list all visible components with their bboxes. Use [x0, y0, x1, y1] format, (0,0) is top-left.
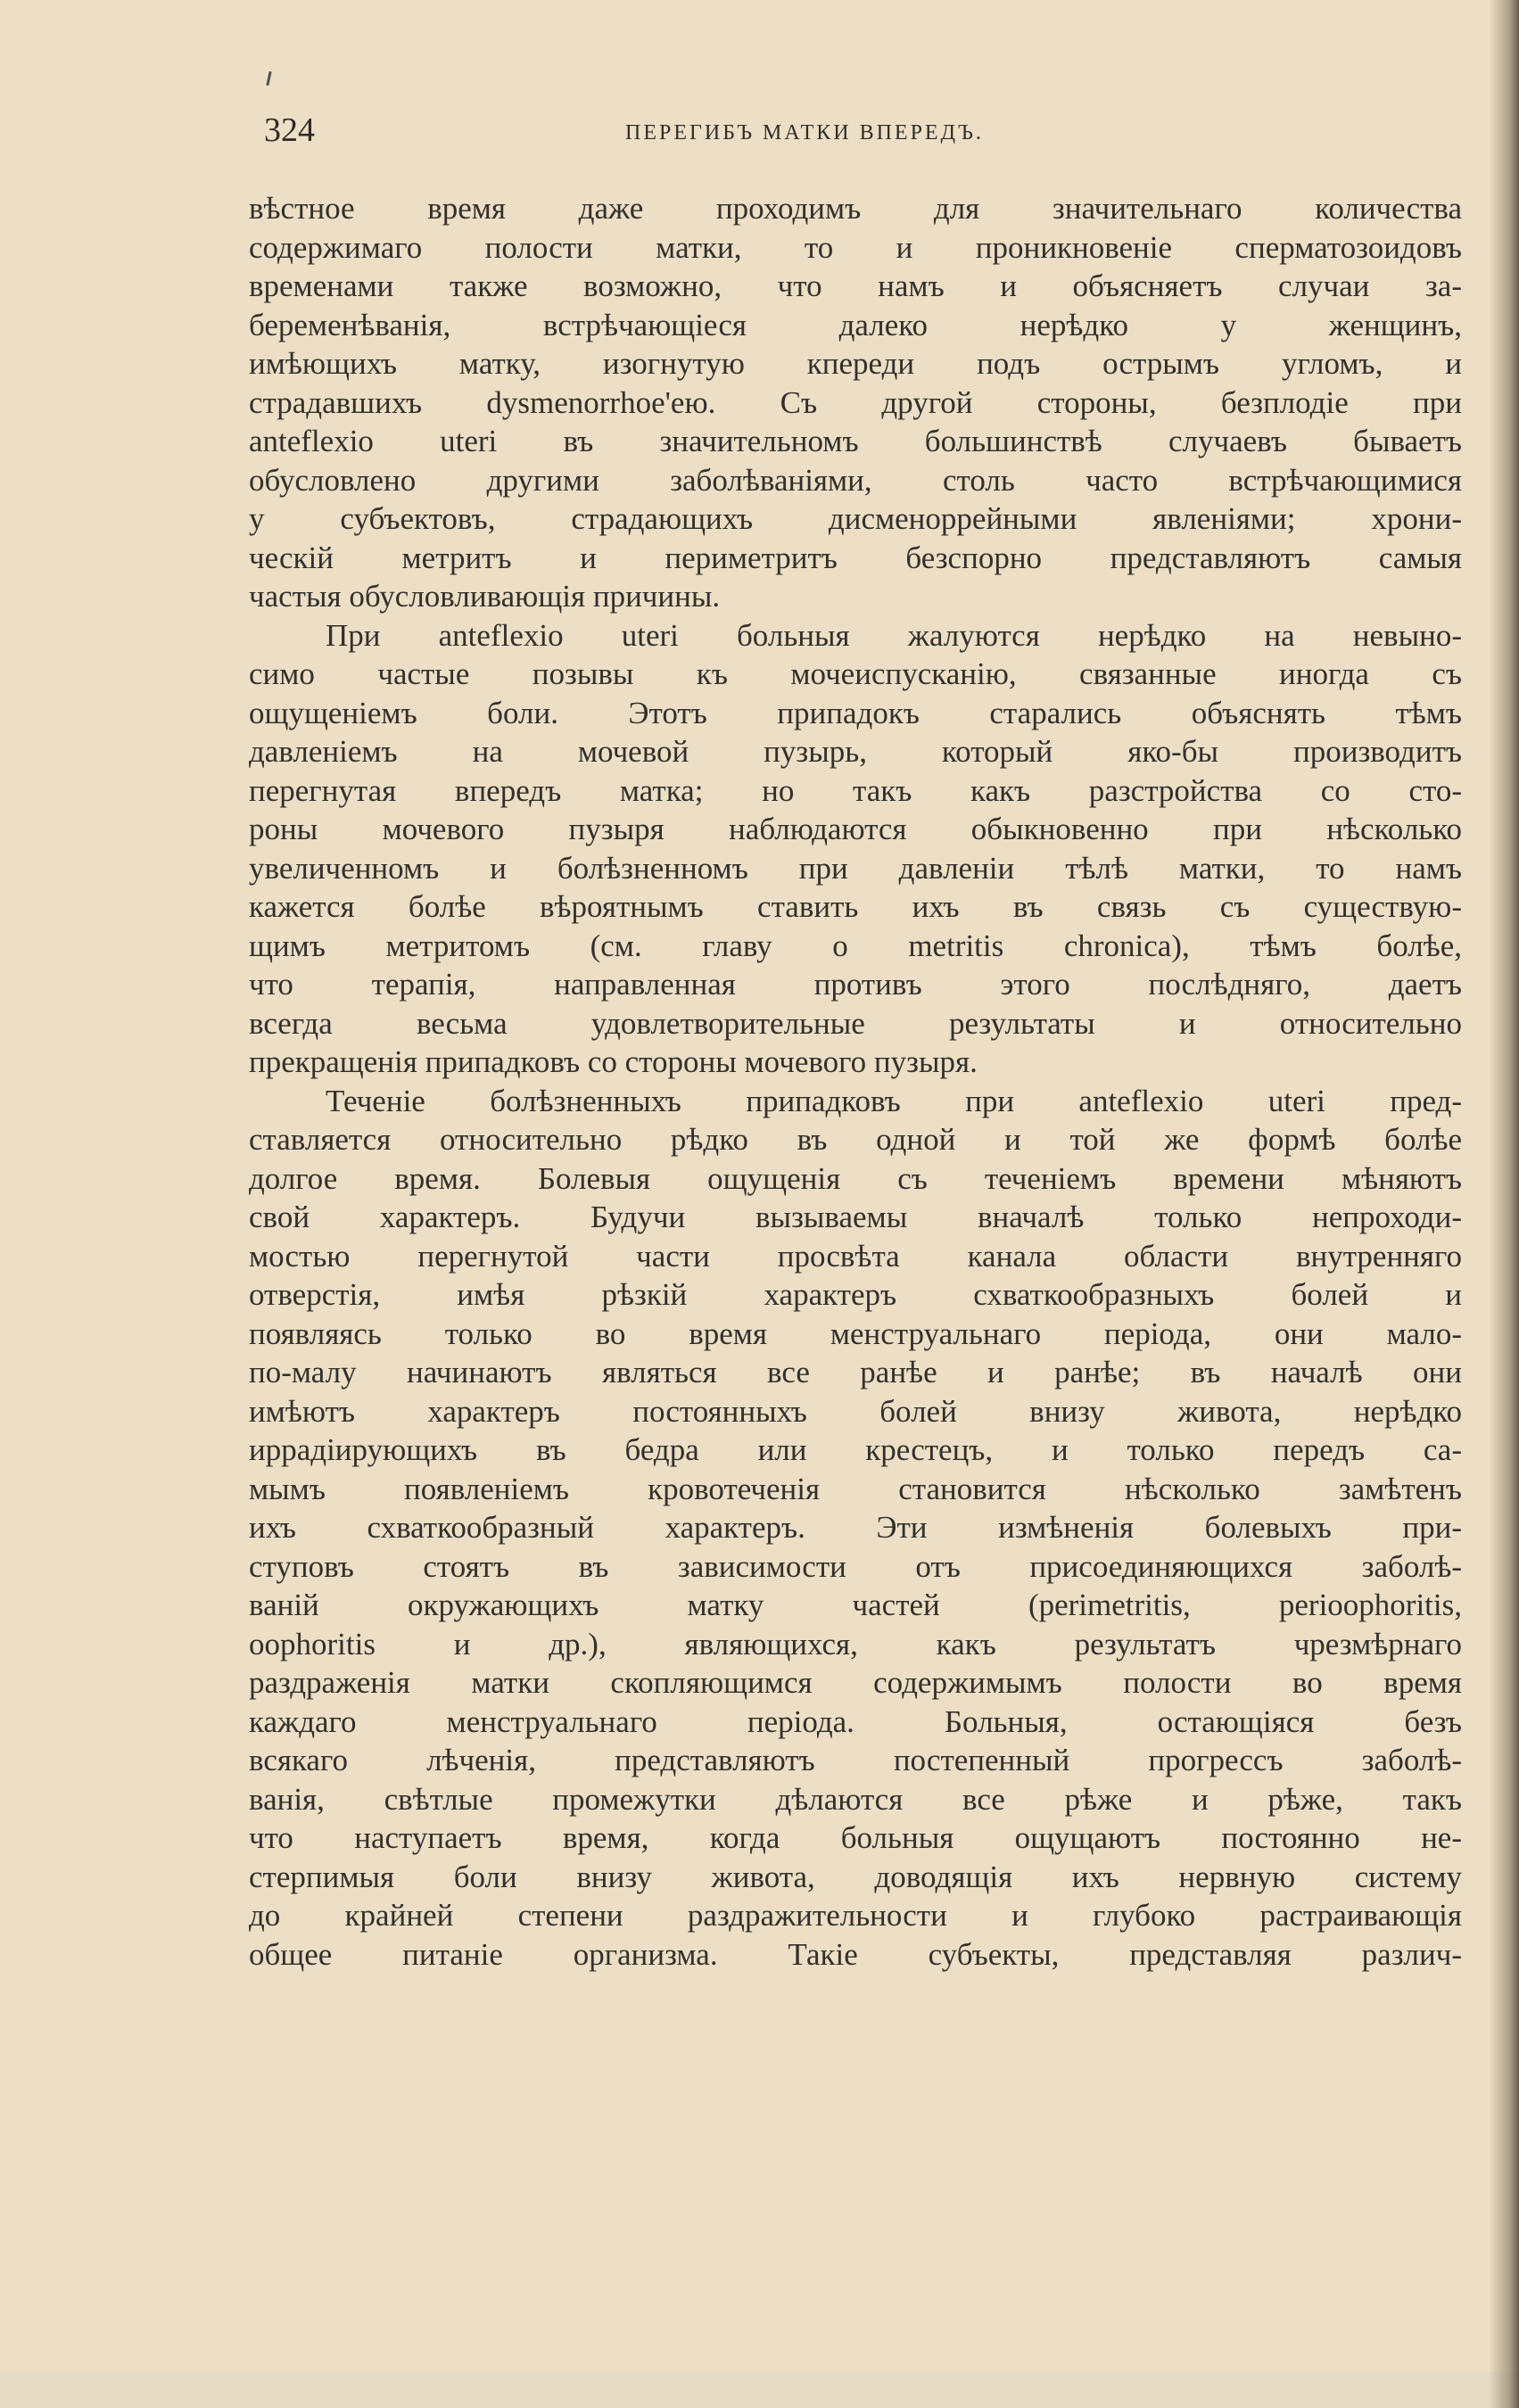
text-line: обусловлено другими заболѣваніями, столь часто встрѣчающимися [249, 462, 1462, 498]
text-line: стерпимыя боли внизу живота, доводящія ихъ нервную систему [249, 1859, 1462, 1894]
text-line: отверстія, имѣя рѣзкій характеръ схваткообразныхъ болей и [249, 1277, 1462, 1312]
pen-tick-mark [266, 71, 271, 86]
running-title: ПЕРЕГИБЪ МАТКИ ВПЕРЕДЪ. [625, 121, 984, 144]
text-line: временами также возможно, что намъ и объясняетъ случаи за- [249, 268, 1462, 303]
text-line: oophoritis и др.), являющихся, какъ результатъ чрезмѣрнаго [249, 1626, 1462, 1662]
text-line: имѣющихъ матку, изогнутую кпереди подъ острымъ угломъ, и [249, 346, 1462, 381]
text-line: кажется болѣе вѣроятнымъ ставить ихъ въ связь съ существую- [249, 889, 1462, 924]
text-line: щимъ метритомъ (см. главу о metritis chronica), тѣмъ болѣе, [249, 928, 1462, 963]
page-header [264, 105, 1495, 159]
text-line: симо частые позывы къ мочеиспусканію, связанные иногда съ [249, 656, 1462, 691]
page-number: 324 [264, 111, 315, 149]
text-line: каждаго менструальнаго періода. Больныя, остающіяся безъ [249, 1703, 1462, 1739]
body-text [249, 189, 1462, 1974]
text-line: ванія, свѣтлые промежутки дѣлаются все рѣже и рѣже, такъ [249, 1781, 1462, 1817]
text-line: мымъ появленіемъ кровотеченія становится нѣсколько замѣтенъ [249, 1471, 1462, 1506]
text-line: ческій метритъ и периметритъ безспорно представляютъ самыя [249, 540, 1462, 575]
text-line: по-малу начинаютъ являться все ранѣе и ранѣе; въ началѣ они [249, 1355, 1462, 1390]
text-line: давленіемъ на мочевой пузырь, который яко-бы производитъ [249, 734, 1462, 769]
text-line: ощущеніемъ боли. Этотъ припадокъ старались объяснять тѣмъ [249, 695, 1462, 730]
text-line: свой характеръ. Будучи вызываемы вначалѣ только непроходи- [249, 1200, 1462, 1234]
paragraph-start-line: Теченіе болѣзненныхъ припадковъ при anteflexio uteri пред- [326, 1083, 1462, 1118]
text-line: перегнутая впередъ матка; но такъ какъ разстройства со сто- [249, 772, 1462, 808]
text-line: всякаго лѣченія, представляютъ постепенный прогрессъ заболѣ- [249, 1743, 1462, 1777]
page-edge-shadow [1489, 0, 1519, 2408]
text-line: общее питаніе организма. Такіе субъекты, представляя различ- [249, 1936, 1462, 1972]
paragraph-start-line: При anteflexio uteri больныя жалуются нерѣдко на невыно- [326, 617, 1462, 653]
text-line: у субъектовъ, страдающихъ дисменоррейными явленіями; хрони- [249, 501, 1462, 536]
text-line: вѣстное время даже проходимъ для значительнаго количества [249, 191, 1462, 226]
text-line: мостью перегнутой части просвѣта канала области внутренняго [249, 1238, 1462, 1274]
text-line: раздраженія матки скопляющимся содержимымъ полости во время [249, 1665, 1462, 1700]
text-line: что терапія, направленная противъ этого послѣдняго, даетъ [249, 967, 1462, 1002]
text-line: anteflexio uteri въ значительномъ большинствѣ случаевъ бываетъ [249, 424, 1462, 458]
text-line: прекращенія припадковъ со стороны мочевого пузыря. [249, 1044, 978, 1079]
text-line: ступовъ стоятъ въ зависимости отъ присоединяющихся заболѣ- [249, 1548, 1462, 1584]
text-line: ставляется относительно рѣдко въ одной и той же формѣ болѣе [249, 1122, 1462, 1157]
text-line: до крайней степени раздражительности и глубоко растраивающія [249, 1898, 1462, 1933]
text-line: частыя обусловливающія причины. [249, 579, 721, 614]
text-line: роны мочевого пузыря наблюдаются обыкновенно при нѣсколько [249, 812, 1462, 846]
text-line: ихъ схваткообразный характеръ. Эти измѣненія болевыхъ при- [249, 1510, 1462, 1545]
text-line: что наступаетъ время, когда больныя ощущаютъ постоянно не- [249, 1820, 1462, 1855]
text-line: содержимаго полости матки, то и проникновеніе сперматозоидовъ [249, 229, 1462, 265]
page-bottom-margin [0, 2372, 1519, 2408]
text-line: появляясь только во время менструальнаго періода, они мало- [249, 1315, 1462, 1351]
text-line: долгое время. Болевыя ощущенія съ теченіемъ времени мѣняютъ [249, 1160, 1462, 1196]
text-line: увеличенномъ и болѣзненномъ при давленіи тѣлѣ матки, то намъ [249, 850, 1462, 886]
text-line: имѣютъ характеръ постоянныхъ болей внизу живота, нерѣдко [249, 1393, 1462, 1429]
text-line: ваній окружающихъ матку частей (perimetritis, perioophoritis, [249, 1587, 1462, 1622]
text-line: беременѣванія, встрѣчающіеся далеко нерѣдко у женщинъ, [249, 307, 1462, 342]
text-line: иррадіирующихъ въ бедра или крестецъ, и только передъ са- [249, 1432, 1462, 1467]
text-line: всегда весьма удовлетворительные результаты и относительно [249, 1005, 1462, 1041]
text-line: страдавшихъ dysmenorrhoe'ею. Съ другой стороны, безплодіе при [249, 384, 1462, 420]
